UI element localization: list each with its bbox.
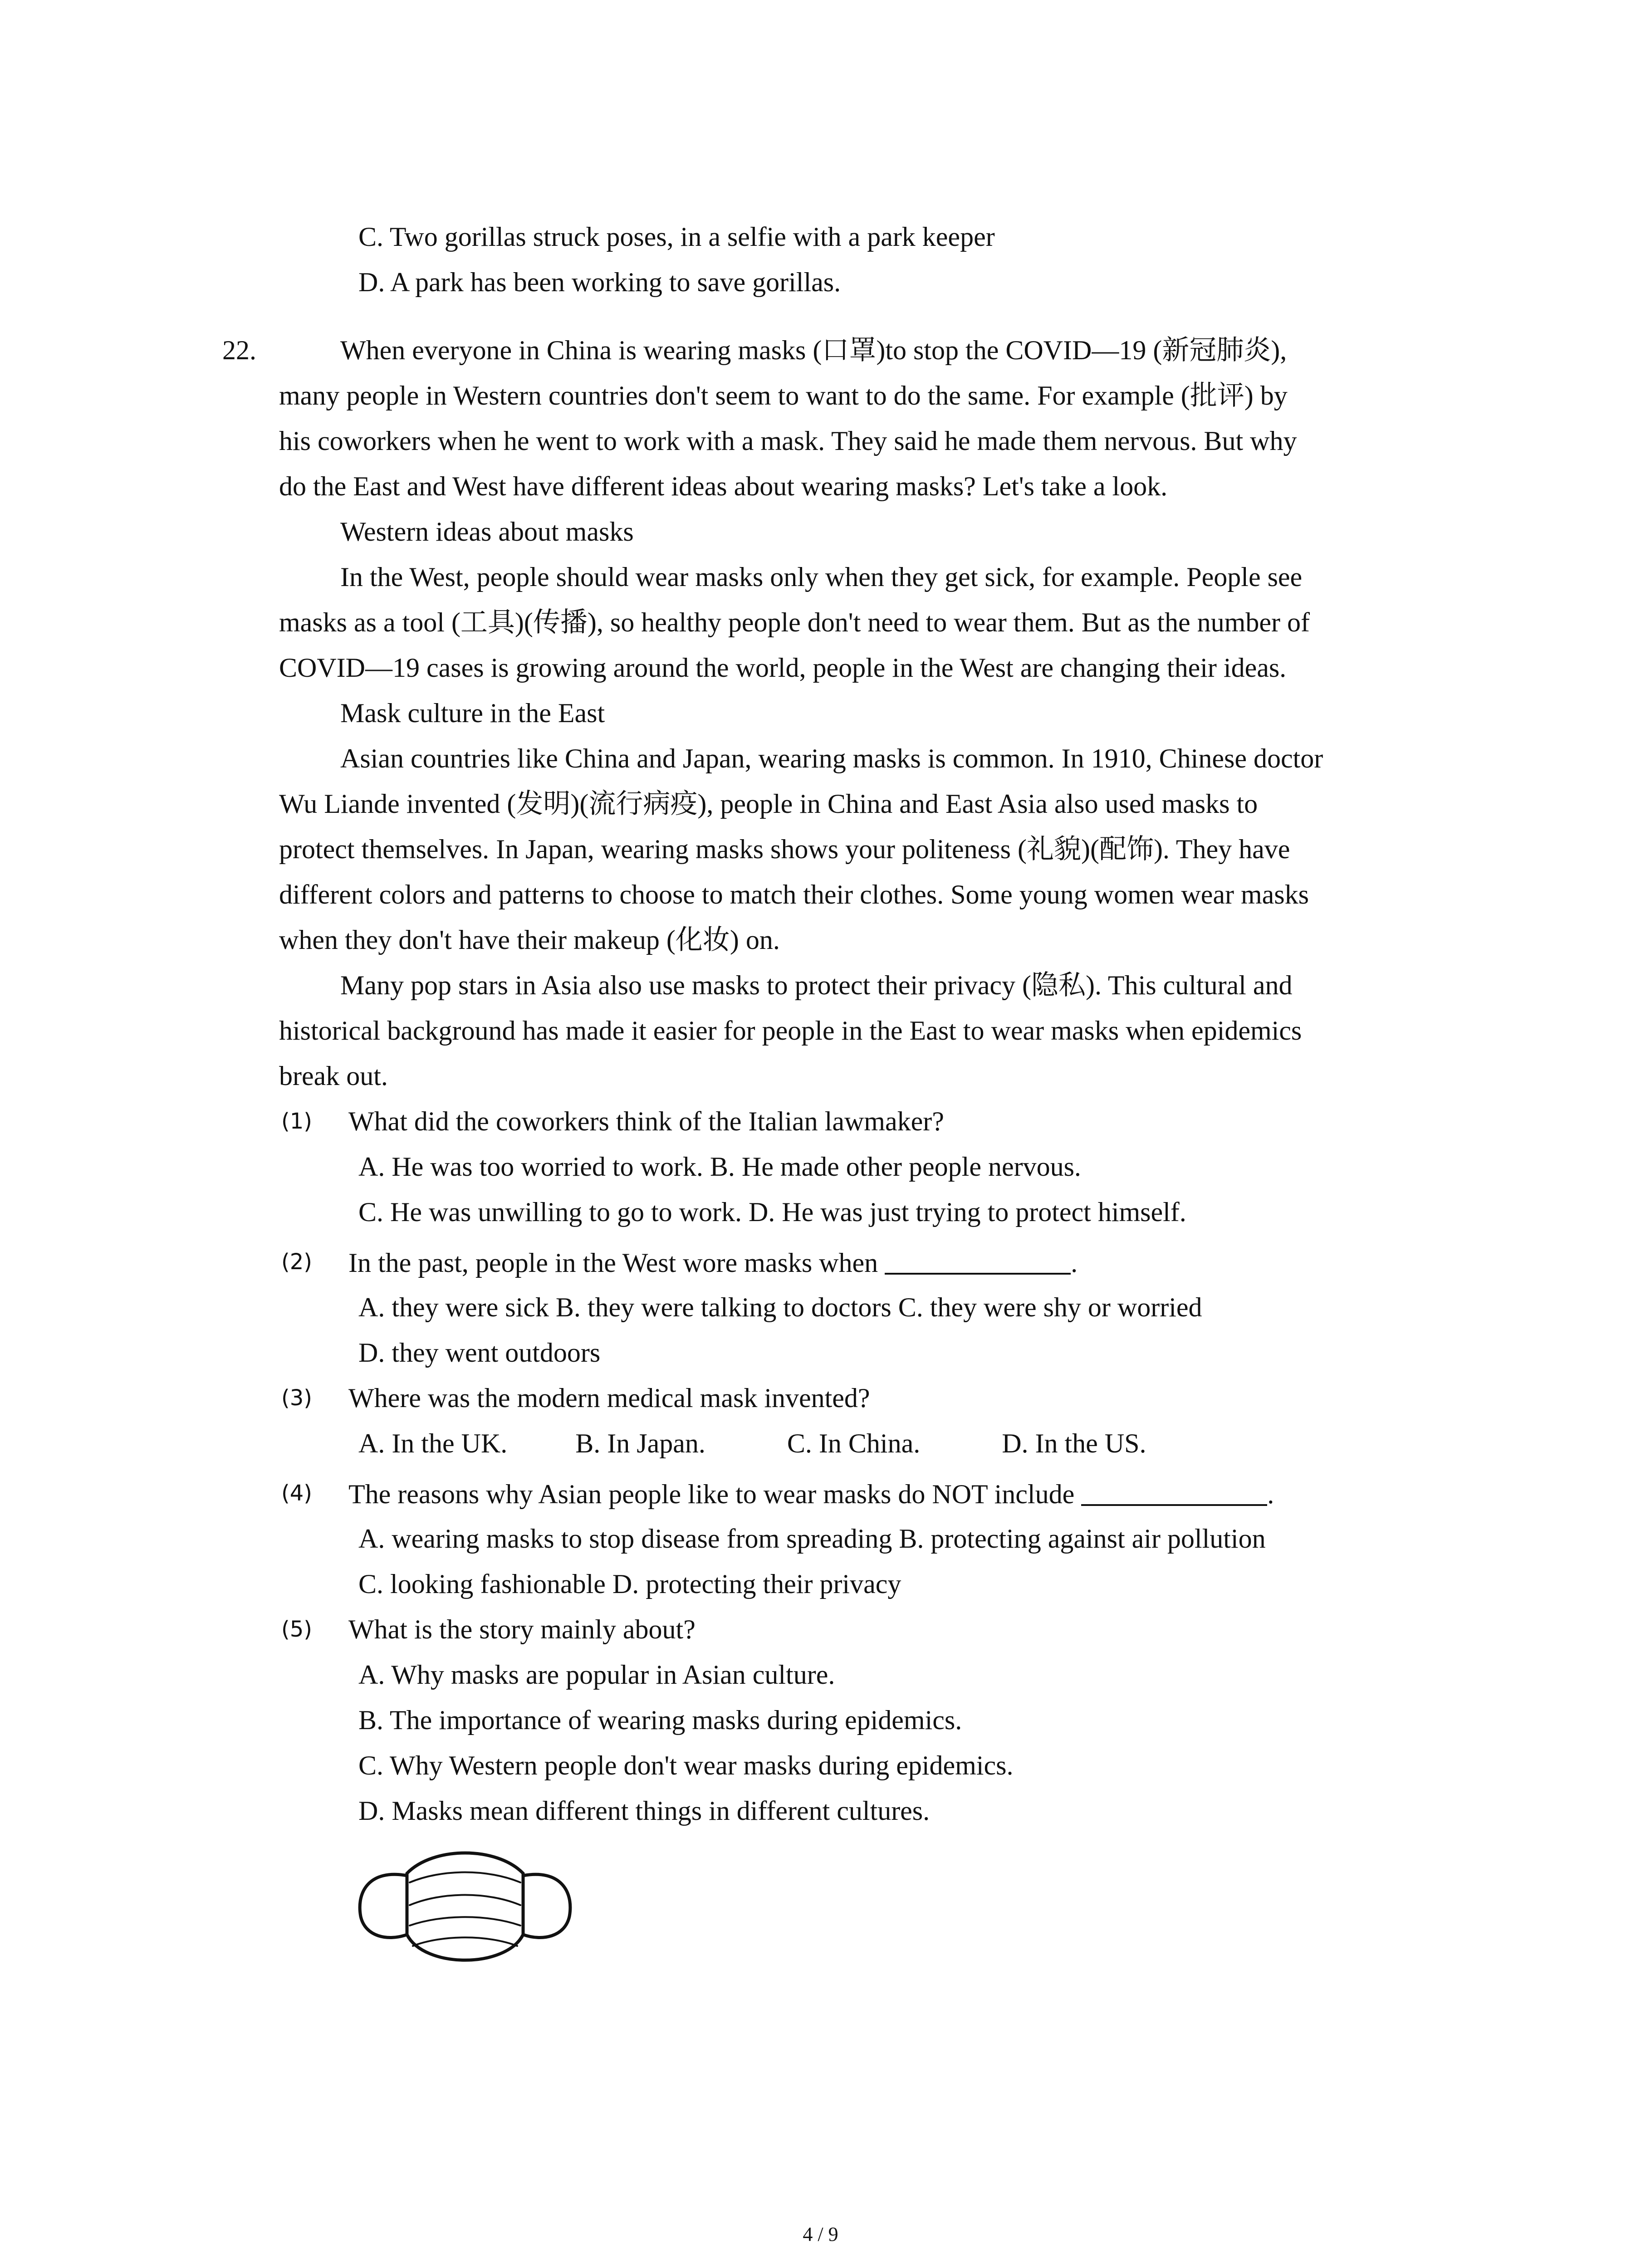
passage-line: his coworkers when he went to work with a mask. They said he made them nervous. But why	[279, 426, 1297, 456]
passage-line: Wu Liande invented (发明)(流行病疫), people in China and East Asia also used masks to	[279, 789, 1258, 819]
passage-line: Asian countries like China and Japan, wearing masks is common. In 1910, Chinese doctor	[340, 743, 1323, 773]
question-1-option-line: A. He was too worried to work. B. He made other people nervous.	[358, 1152, 1081, 1182]
passage-line: when they don't have their makeup (化妆) on.	[279, 925, 780, 955]
question-2-stem: In the past, people in the West wore masks when .	[348, 1246, 1078, 1279]
passage-line: many people in Western countries don't seem to want to do the same. For example (批评) by	[279, 381, 1288, 411]
passage-line: protect themselves. In Japan, wearing masks shows your politeness (礼貌)(配饰). They have	[279, 834, 1290, 864]
page-number: 4 / 9	[803, 2223, 838, 2245]
question-2-stem-text: In the past, people in the West wore masks when	[348, 1248, 878, 1278]
passage-line: different colors and patterns to choose to match their clothes. Some young women wear masks	[279, 880, 1309, 909]
face-mask-illustration	[356, 1842, 574, 1978]
question-4-stem: The reasons why Asian people like to wear masks do NOT include .	[348, 1477, 1274, 1510]
question-5-option-line: D. Masks mean different things in different cultures.	[358, 1796, 930, 1826]
question-1-number: (1)	[281, 1109, 312, 1134]
passage-line: do the East and West have different ideas about wearing masks? Let's take a look.	[279, 471, 1168, 501]
prev-option-d: D. A park has been working to save gorillas.	[358, 267, 841, 297]
passage-line: Many pop stars in Asia also use masks to protect their privacy (隐私). This cultural and	[340, 970, 1293, 1000]
passage-line: In the West, people should wear masks only when they get sick, for example. People see	[340, 562, 1303, 592]
question-1-option-line: C. He was unwilling to go to work. D. He was just trying to protect himself.	[358, 1197, 1186, 1227]
section-heading: Western ideas about masks	[340, 517, 634, 547]
question-4-number: (4)	[281, 1481, 312, 1506]
question-5-option-line: B. The importance of wearing masks during epidemics.	[358, 1705, 962, 1735]
question-4-stem-text: The reasons why Asian people like to wear masks do NOT include	[348, 1479, 1075, 1509]
question-2-option-line: A. they were sick B. they were talking to doctors C. they were shy or worried	[358, 1292, 1202, 1322]
question-5-option-line: C. Why Western people don't wear masks during epidemics.	[358, 1750, 1014, 1780]
answer-blank	[1081, 1477, 1267, 1506]
question-1-stem: What did the coworkers think of the Italian lawmaker?	[348, 1106, 944, 1136]
question-5-stem: What is the story mainly about?	[348, 1614, 696, 1644]
question-5-number: (5)	[281, 1617, 312, 1642]
question-3-stem: Where was the modern medical mask invented?	[348, 1383, 870, 1413]
question-2-number: (2)	[281, 1249, 312, 1275]
question-4-option-line: A. wearing masks to stop disease from spreading B. protecting against air pollution	[358, 1524, 1266, 1554]
passage-line: break out.	[279, 1061, 388, 1091]
question-5-option-line: A. Why masks are popular in Asian culture.	[358, 1660, 835, 1690]
passage-line: COVID—19 cases is growing around the world, people in the West are changing their ideas.	[279, 653, 1287, 683]
section-heading: Mask culture in the East	[340, 698, 605, 728]
question-2-option-line: D. they went outdoors	[358, 1338, 601, 1368]
question-3-option-line: A. In the UK. B. In Japan. C. In China. D. In the US.	[358, 1428, 1146, 1458]
question-number: 22.	[222, 335, 256, 365]
passage-line: historical background has made it easier for people in the East to wear masks when epidemics	[279, 1016, 1302, 1046]
question-4-option-line: C. looking fashionable D. protecting their privacy	[358, 1569, 901, 1599]
answer-blank	[885, 1246, 1071, 1275]
passage-line: When everyone in China is wearing masks (口罩)to stop the COVID—19 (新冠肺炎),	[340, 335, 1287, 365]
prev-option-c: C. Two gorillas struck poses, in a selfie with a park keeper	[358, 222, 995, 252]
passage-line: masks as a tool (工具)(传播), so healthy people don't need to wear them. But as the number of	[279, 607, 1310, 637]
question-3-number: (3)	[281, 1385, 312, 1411]
